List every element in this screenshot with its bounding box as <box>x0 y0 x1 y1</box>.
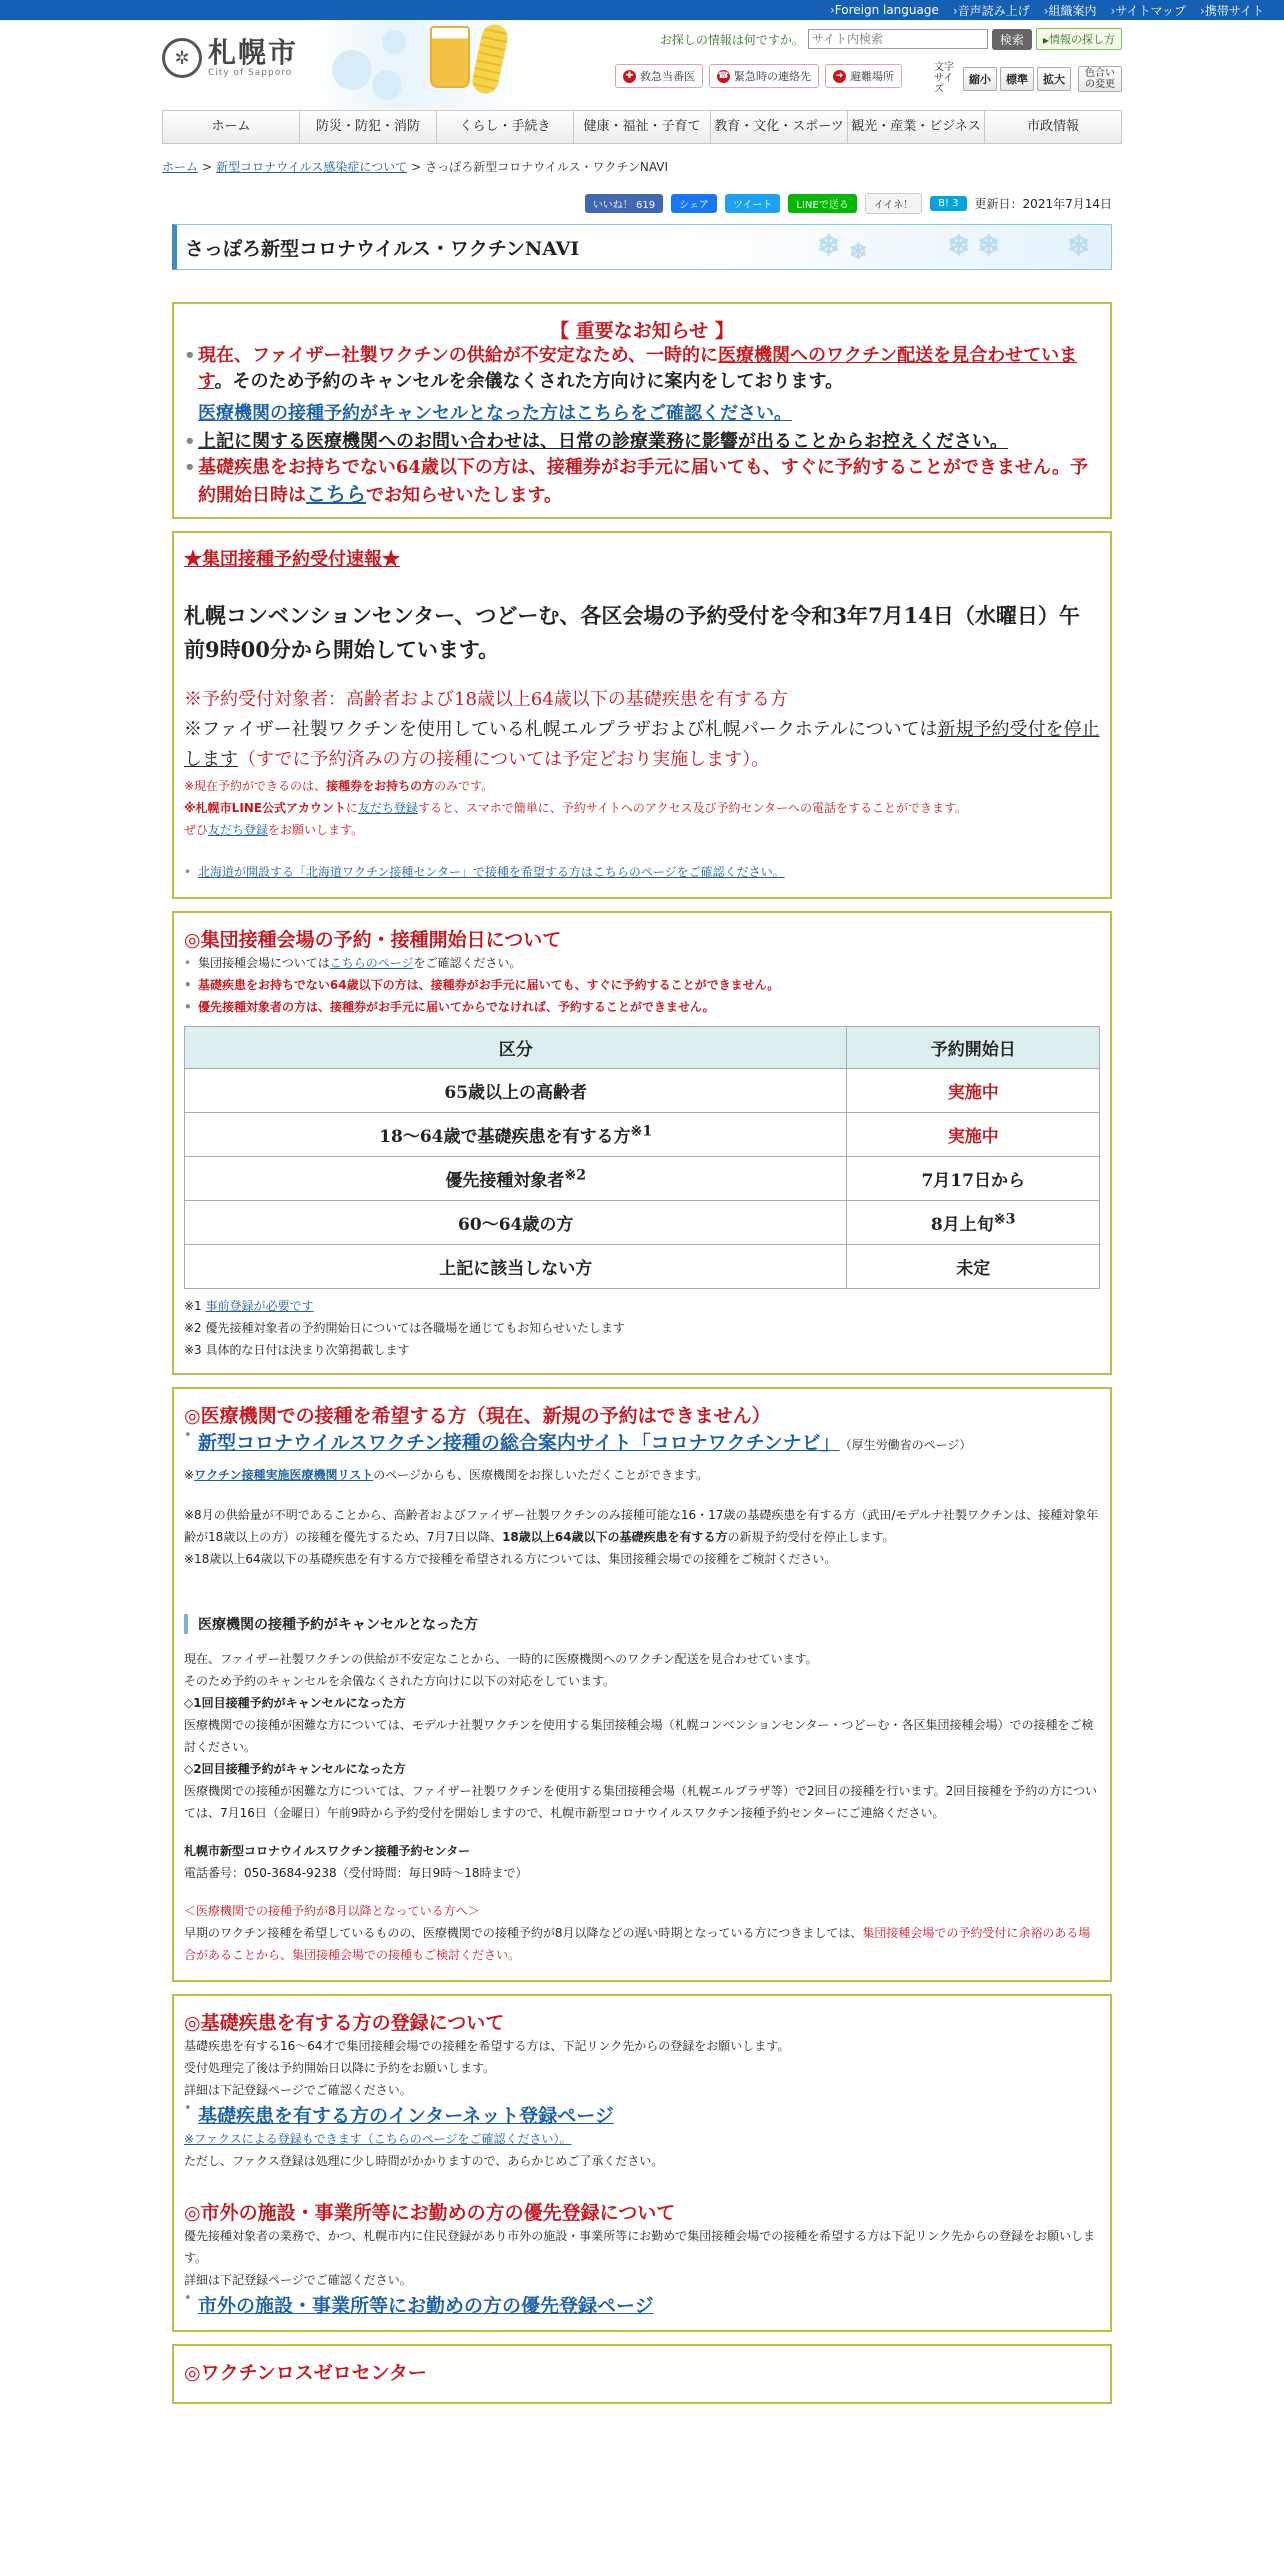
pre-registration-link[interactable]: 事前登録が必要です <box>205 1299 314 1313</box>
start-date-cell: 実施中 <box>847 1113 1100 1157</box>
loss-zero-section <box>172 2344 1112 2404</box>
notice-item-under64: • 基礎疾患をお持ちでない64歳以下の方は、接種券がお手元に届いても、すぐに予約することができません。予約開始日時はこちらでお知らせいたします。 <box>184 455 1100 509</box>
venue-page-link[interactable]: こちらのページ <box>329 956 414 970</box>
snowflake-icon: ❄ <box>947 229 971 262</box>
logo-title: 札幌市 <box>208 36 299 69</box>
emergency-contact-button[interactable]: ☎ 緊急時の連絡先 <box>709 64 819 88</box>
clinic-delivery-link[interactable]: 医療機関へのワクチン配送を見合わせています <box>198 345 1078 392</box>
fax-note: ただし、ファクス登録は処理に少し時間がかかりますので、あらかじめご了承ください。 <box>184 2154 664 2168</box>
page-title: さっぽろ新型コロナウイルス・ワクチンNAVI ❄ ❄ ❄ ❄ ❄ <box>172 224 1112 270</box>
cancelled-reservation-link[interactable]: 医療機関の接種予約がキャンセルとなった方はこちらをご確認ください。 <box>198 403 792 424</box>
outside-city-text: 優先接種対象者の業務で、かつ、札幌市内に住民登録があり市外の施設・事業所等にお勤めで集団接種会場での接種を希望する方は下記リンク先からの登録をお願いします。 <box>184 2229 1096 2265</box>
start-date-cell: 実施中 <box>847 1069 1100 1113</box>
nav-education[interactable]: 教育・文化・スポーツ <box>711 111 848 143</box>
beer-glass-icon <box>430 26 470 88</box>
breadcrumb-current: さっぽろ新型コロナウイルス・ワクチンNAVI <box>425 160 669 174</box>
cancel-text: そのため予約のキャンセルを余儀なくされた方向けに以下の対応をしています。 <box>184 1674 616 1688</box>
schedule-heading: ◎集団接種会場の予約・接種開始日について <box>184 929 562 951</box>
outside-city-registration-link[interactable]: 市外の施設・事業所等にお勤めの方の優先登録ページ <box>198 2295 654 2317</box>
outside-city-text: 詳細は下記登録ページでご確認ください。 <box>184 2273 412 2287</box>
schedule-section <box>172 911 1112 1375</box>
breadcrumb-parent[interactable]: 新型コロナウイルス感染症について <box>216 160 408 174</box>
table-row <box>185 1201 1100 1245</box>
chronic-text: 基礎疾患を有する16～64才で集団接種会場での接種を希望する方は、下記リンク先からの登録をお願いします。 <box>184 2039 790 2053</box>
reservation-target: ※予約受付対象者：高齢者および18歳以上64歳以下の基礎疾患を有する方 <box>184 689 788 710</box>
line-note-2: ぜひ友だち登録をお願いします。 <box>184 823 364 837</box>
logo-subtitle: City of Sapporo <box>208 68 293 78</box>
group-reservation-news <box>172 531 1112 899</box>
mobile-site-link[interactable]: › 携帯サイト <box>1200 2 1264 19</box>
clinic-list-link[interactable]: ワクチン接種実施医療機関リスト <box>194 1468 374 1482</box>
foreign-language-link[interactable]: › Foreign language <box>830 3 939 17</box>
cancel-text: 現在、ファイザー社製ワクチンの供給が不安定なことから、一時的に医療機関へのワクチン配送を見合わせています。 <box>184 1652 818 1666</box>
facebook-like-button[interactable]: いいね！ 619 <box>585 194 663 213</box>
footnote-3: ※3 具体的な日付は決まり次第掲載します <box>184 1343 410 1357</box>
line-friend-link-2[interactable]: 友だち登録 <box>208 823 269 837</box>
august-heading: ＜医療機関での接種予約が8月以降となっている方へ＞ <box>184 1904 480 1918</box>
corn-icon <box>470 22 510 96</box>
category-cell: 18～64歳で基礎疾患を有する方$^{※1}$ <box>185 1113 847 1157</box>
breadcrumb: ホーム > 新型コロナウイルス感染症について > さっぽろ新型コロナウイルス・ワクチンNAVI <box>162 160 669 174</box>
nav-city-info[interactable]: 市政情報 <box>1026 119 1079 134</box>
start-date-link[interactable]: こちら <box>306 482 366 506</box>
tweet-button[interactable]: ツイート <box>725 194 781 213</box>
category-cell: 60～64歳の方 <box>185 1201 847 1245</box>
table-row <box>185 1113 1100 1157</box>
notice-item-inquiry: • 上記に関する医療機関へのお問い合わせは、日常の診療業務に影響が出ることからお控えください。 <box>184 429 1100 455</box>
fax-registration-link[interactable]: ※ファクスによる登録もできます（こちらのページをご確認ください）。 <box>184 2132 572 2146</box>
notice-heading: 【 重要なお知らせ 】 <box>550 320 734 342</box>
site-search <box>660 28 1122 50</box>
search-label: お探しの情報は何ですか。 <box>659 32 804 47</box>
run-icon: ➜ <box>833 70 846 83</box>
nav-health[interactable]: 健康・福祉・子育て <box>574 111 711 143</box>
site-logo[interactable] <box>162 38 298 78</box>
notice-item-supply: • 現在、ファイザー社製ワクチンの供給が不安定なため、一時的に医療機関へのワクチン配送を見合わせています。そのため予約のキャンセルを余儀なくされた方向けに案内をしております。 <box>184 343 1100 395</box>
cancelled-subheading: 医療機関の接種予約がキャンセルとなった方 <box>184 1614 1100 1634</box>
color-change-button[interactable]: 色合いの変更 <box>1078 66 1122 92</box>
first-dose-text: 医療機関での接種が困難な方については、モデルナ社製ワクチンを使用する集団接種会場（札幌コンベンションセンター・つどーむ・各区集団接種会場）での接種をご検討ください。 <box>184 1718 1094 1754</box>
sitemap-link[interactable]: › サイトマップ <box>1111 2 1187 19</box>
snowflake-icon: ❄ <box>817 229 841 262</box>
voice-reader-link[interactable]: › 音声読み上げ <box>953 2 1030 19</box>
schedule-note-3: • 優先接種対象者の方は、接種券がお手元に届いてからでなければ、予約することができません。 <box>184 996 1100 1018</box>
nav-living[interactable]: くらし・手続き <box>437 111 574 143</box>
updated-date: 更新日：2021年7月14日 <box>974 197 1112 211</box>
chronic-heading: ◎基礎疾患を有する方の登録について <box>184 2012 505 2034</box>
breadcrumb-home[interactable]: ホーム <box>162 160 199 174</box>
second-dose-text: 医療機関での接種が困難な方については、ファイザー社製ワクチンを使用する集団接種会場（札幌エルプラザ等）で2回目の接種を行います。2回目接種を予約の方については、7月16日（金曜日）午前9時から予約受付を開始しますので、札幌市新型コロナウイルスワクチン接種予約センターにご連絡ください。 <box>184 1784 1097 1820</box>
search-input[interactable] <box>808 29 988 49</box>
nav-disaster[interactable]: 防災・防犯・消防 <box>300 111 437 143</box>
clinic-list-note: ※ワクチン接種実施医療機関リストのページからも、医療機関をお探しいただくことができます。 <box>184 1468 709 1482</box>
phone-icon: ☎ <box>717 71 730 81</box>
chronic-text: 詳細は下記登録ページでご確認ください。 <box>184 2083 412 2097</box>
chronic-disease-section <box>172 1994 1112 2332</box>
organization-link[interactable]: › 組織案内 <box>1044 2 1097 19</box>
august-note: 早期のワクチン接種を希望しているものの、医療機関での接種予約が8月以降などの遅い時期となっている方につきましては、集団接種会場での予約受付に余裕のある場合があることから、集団接種会場での接種もご検討ください。 <box>184 1926 1091 1962</box>
hokkaido-center-link[interactable]: 北海道が開設する「北海道ワクチン接種センター」で接種を希望する方はこちらのページをご確認ください。 <box>198 865 785 879</box>
footnote-2: ※2 優先接種対象者の予約開始日については各職場を通じてもお知らせいたします <box>184 1321 625 1335</box>
cross-icon: ✚ <box>623 70 636 83</box>
line-share-button[interactable]: LINEで送る <box>788 194 856 213</box>
first-dose-heading: ◇1回目接種予約がキャンセルになった方 <box>184 1696 406 1710</box>
font-size-small-button[interactable]: 縮小 <box>963 67 997 91</box>
reservation-center-phone: 電話番号：050-3684-9238（受付時間：毎日9時～18時まで） <box>184 1866 528 1880</box>
line-note: ※札幌市LINE公式アカウントに友だち登録すると、スマホで簡単に、予約サイトへのアクセス及び予約センターへの電話をすることができます。 <box>184 801 968 815</box>
snowflake-icon: ❄ <box>1067 229 1091 262</box>
outside-city-heading: ◎市外の施設・事業所等にお勤めの方の優先登録について <box>184 2202 676 2224</box>
footnote-1: ※1 事前登録が必要です <box>184 1299 314 1313</box>
header-illustration <box>312 20 532 108</box>
clinic-section: ◎医療機関での接種を希望する方（現在、新規の予約はできません） • 新型コロナウイルスワクチン接種の総合案内サイト「コロナワクチンナビ」 （厚生労働省のページ） ※ワクチン接種実施医療機関リストのページからも、医療機関をお探しいただくことができます。 ※8月の供給量が不明であることから、高齢者およびファイザー社製ワクチンのみ接種可能な16・17歳の基礎疾患を有する方（武田/モデルナ社製ワクチンは、接種対象年齢が18歳以上の方）の接種を優先するため、7月7日以降、18歳以上64歳以下の基礎疾患を有する方の新規予約受付を停止します。 ※18歳以上64歳以下の基礎疾患を有する方で接種を希望される方については、集団接種会場での接種をご検討ください。 医療機関の接種予約がキャンセルとなった方 現在、ファイザー社製ワクチンの供給が不安定なことから、一時的に医療機関へのワクチン配送を見合わせています。 そのため予約のキャンセルを余儀なくされた方向けに以下の対応をしています。 ◇1回目接種予約がキャンセルになった方 医療機関での接種が困難な方については、モデルナ社製ワクチンを使用する集団接種会場（札幌コンベンションセンター・つどーむ・各区集団接種会場）での接種をご検討ください。 ◇2回目接種予約がキャンセルになった方 医療機関での接種が困難な方については、ファイザー社製ワクチンを使用する集団接種会場（札幌エルプラザ等）で2回目の接種を行います。2回目接種を予約の方については、7月16日（金曜日）午前9時から予約受付を開始しますので、札幌市新型コロナウイルスワクチン接種予約センターにご連絡ください。 札幌市新型コロナウイルスワクチン接種予約センター 電話番号：050-3684-9238（受付時間：毎日9時～18時まで） ＜医療機関での接種予約が8月以降となっている方へ＞ 早期のワクチン接種を希望しているものの、医療機関での接種予約が8月以降などの遅い時期となっている方につきましては、集団接種会場での予約受付に余裕のある場合があることから、集団接種会場での接種もご検討ください。 <box>172 1387 1112 1982</box>
evacuation-site-button[interactable]: ➜ 避難場所 <box>825 64 902 88</box>
facebook-share-button[interactable]: シェア <box>671 194 717 213</box>
mixi-iine-button[interactable]: イイネ！ <box>865 193 922 214</box>
clinic-heading: ◎医療機関での接種を希望する方（現在、新規の予約はできません） <box>184 1405 771 1427</box>
global-nav <box>162 110 1122 144</box>
font-size-controls <box>934 62 1122 95</box>
group-venue-note: ※18歳以上64歳以下の基礎疾患を有する方で接種を希望される方については、集団接種会場での接種をご検討ください。 <box>184 1552 837 1566</box>
nav-home[interactable]: ホーム <box>163 111 300 143</box>
start-date-cell: 8月上旬$^{※3}$ <box>847 1201 1100 1245</box>
search-howto-button[interactable]: ▶ 情報の探し方 <box>1036 28 1122 50</box>
hatena-bookmark-button[interactable]: B! 3 <box>930 196 966 211</box>
table-row <box>185 1157 1100 1201</box>
table-header: 区分 <box>185 1027 847 1069</box>
nav-tourism[interactable]: 観光・産業・ビジネス <box>848 111 985 143</box>
table-header: 予約開始日 <box>847 1027 1100 1069</box>
emergency-links <box>615 64 902 88</box>
snowflake-icon: ❄ <box>977 229 1001 262</box>
schedule-table <box>184 1026 1100 1289</box>
site-header <box>162 20 1122 108</box>
schedule-note-2: • 基礎疾患をお持ちでない64歳以下の方は、接種券がお手元に届いても、すぐに予約することができません。 <box>184 974 1100 996</box>
category-cell: 優先接種対象者$^{※2}$ <box>185 1157 847 1201</box>
table-row <box>185 1245 1100 1289</box>
font-size-caption: 文字サイズ <box>934 62 954 95</box>
snowflake-icon: ❄ <box>849 239 868 265</box>
schedule-note-1: • 集団接種会場についてはこちらのページをご確認ください。 <box>184 952 1100 974</box>
table-row <box>185 1069 1100 1113</box>
group-news-heading: ★集団接種予約受付速報★ <box>184 549 400 570</box>
city-emblem-icon: ✲ <box>162 38 202 78</box>
important-notice <box>172 302 1112 519</box>
reservation-center-name: 札幌市新型コロナウイルスワクチン接種予約センター <box>184 1844 471 1858</box>
second-dose-heading: ◇2回目接種予約がキャンセルになった方 <box>184 1762 406 1776</box>
font-size-large-button[interactable]: 拡大 <box>1037 67 1071 91</box>
emergency-doctor-button[interactable]: ✚ 救急当番医 <box>615 64 703 88</box>
category-cell: 65歳以上の高齢者 <box>185 1069 847 1113</box>
chronic-registration-link[interactable]: 基礎疾患を有する方のインターネット登録ページ <box>198 2105 614 2127</box>
chronic-text: 受付処理完了後は予約開始日以降に予約をお願いします。 <box>184 2061 496 2075</box>
line-friend-link[interactable]: 友だち登録 <box>357 801 418 815</box>
share-bar <box>162 193 1122 214</box>
corona-vaccine-navi-link[interactable]: 新型コロナウイルスワクチン接種の総合案内サイト「コロナワクチンナビ」 <box>198 1432 840 1454</box>
ticket-note: ※現在予約ができるのは、接種券をお持ちの方のみです。 <box>184 779 494 793</box>
search-button[interactable]: 検索 <box>992 29 1032 50</box>
category-cell: 上記に該当しない方 <box>185 1245 847 1289</box>
loss-zero-heading: ◎ワクチンロスゼロセンター <box>184 2362 427 2384</box>
pfizer-notice: ※ファイザー社製ワクチンを使用している札幌エルプラザおよび札幌パークホテルについては新規予約受付を停止します（すでに予約済みの方の接種については予定どおり実施します）。 <box>184 719 1100 770</box>
start-date-cell: 未定 <box>847 1245 1100 1289</box>
group-news-announcement: 札幌コンベンションセンター、つどーむ、各区会場の予約受付を令和3年7月14日（水曜日）午前9時00分から開始しています。 <box>184 603 1080 662</box>
start-date-cell: 7月17日から <box>847 1157 1100 1201</box>
supply-note: ※8月の供給量が不明であることから、高齢者およびファイザー社製ワクチンのみ接種可能な16・17歳の基礎疾患を有する方（武田/モデルナ社製ワクチンは、接種対象年齢が18歳以上の方）の接種を優先するため、7月7日以降、18歳以上64歳以下の基礎疾患を有する方の新規予約受付を停止します。 <box>184 1508 1099 1544</box>
utility-bar <box>0 0 1284 20</box>
font-size-standard-button[interactable]: 標準 <box>1000 67 1034 91</box>
